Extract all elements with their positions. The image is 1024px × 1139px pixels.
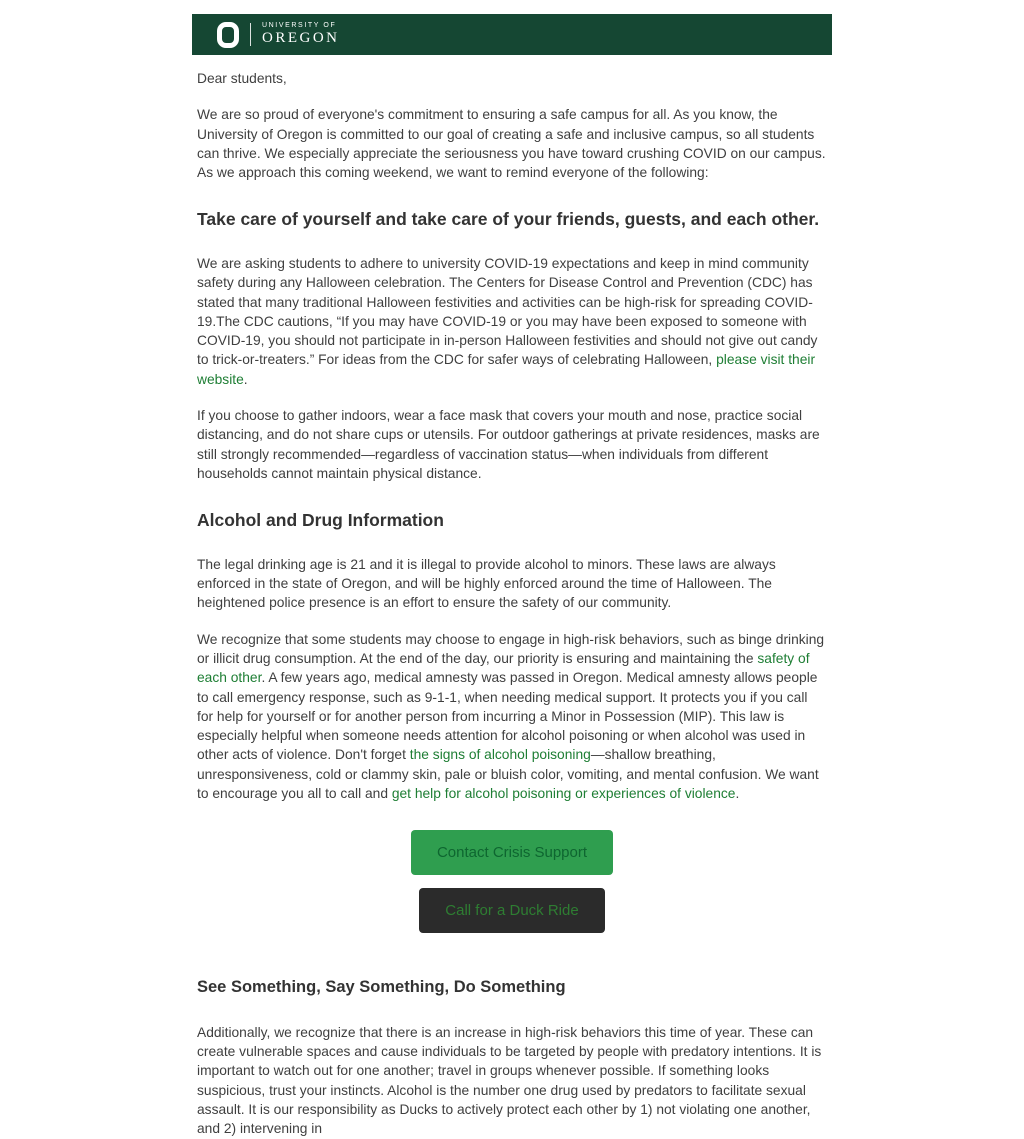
- heading-see-something: See Something, Say Something, Do Something: [197, 978, 566, 997]
- cdc-website-link[interactable]: please visit their website: [197, 352, 816, 387]
- text-run: We recognize that some students may choose to engage in high-risk behaviors, such as binge drinking or illicit drug consumption. At the end of the day, our priority is ensuring and maintaining the: [197, 631, 825, 666]
- intro-paragraph: We are so proud of everyone's commitment to ensuring a safe campus for all. As you know, the University of Oregon is committed to our goal of creating a safe and inclusive campus, so all students can thrive. We especially appreciate the seriousness you have toward crushing COVID on our campus. As we approach this coming weekend, we want to remind everyone of the following:: [197, 107, 826, 181]
- action-buttons: [197, 830, 827, 946]
- indoor-gathering-paragraph: If you choose to gather indoors, wear a face mask that covers your mouth and nose, practice social distancing, and do not share cups or utensils. For outdoor gatherings at private residences, masks are still strongly recommended—regardless of vaccination status—when individuals from different households cannot maintain physical distance.: [197, 408, 820, 481]
- uo-logo: [217, 22, 340, 48]
- salutation: Dear students,: [197, 71, 287, 86]
- text-run: .: [735, 786, 740, 802]
- email-container: [192, 0, 832, 1139]
- text-run: —shallow breathing, unresponsiveness, cold or clammy skin, pale or bluish color, vomiting, and mental confusion. We want to encourage you all to call and: [197, 747, 819, 802]
- logo-wordmark: [262, 22, 340, 48]
- logo-university-of-text: UNIVERSITY OF: [262, 21, 337, 29]
- email-body: [192, 55, 832, 1139]
- contact-crisis-support-button[interactable]: Contact Crisis Support: [411, 830, 613, 875]
- heading-alcohol-drug-info: Alcohol and Drug Information: [197, 510, 444, 531]
- drinking-age-paragraph: The legal drinking age is 21 and it is illegal to provide alcohol to minors. These laws are always enforced in the state of Oregon, and will be highly enforced around the time of Halloween. The heightened police presence is an effort to ensure the safety of our community.: [197, 556, 776, 611]
- safety-of-each-other-link[interactable]: safety of each other: [197, 650, 810, 686]
- text-run: .: [243, 371, 248, 387]
- text-run: We are asking students to adhere to university COVID-19 expectations and keep in mind community safety during any Halloween celebration. The Centers for Disease Control and Prevention (CDC) has stated that many traditional Halloween festivities and activities can be high-risk for spreading COVID-19.The CDC cautions, “If you may have COVID-19 or you may have been exposed to someone with COVID-19, you should not participate in in-person Halloween festivities and should not give out candy to trick-or-treaters.” For ideas from the CDC for safer ways of celebrating Halloween,: [197, 255, 818, 368]
- heading-take-care: Take care of yourself and take care of your friends, guests, and each other.: [197, 209, 820, 230]
- text-run: . A few years ago, medical amnesty was passed in Oregon. Medical amnesty allows people to call emergency response, such as 9-1-1, when needing medical support. It protects you if you call for help for yourself or for another person from incurring a Minor in Possession (MIP). This law is especially helpful when someone needs attention for alcohol poisoning or when alcohol was used in other acts of violence. Don't forget: [197, 670, 818, 763]
- predatory-behavior-paragraph: Additionally, we recognize that there is an increase in high-risk behaviors this time of year. These can create vulnerable spaces and cause individuals to be targeted by people with predatory intentions. It is important to watch out for one another; travel in groups whenever possible. If something looks suspicious, trust your instincts. Alcohol is the number one drug used by predators to facilitate sexual assault. It is our responsibility as Ducks to actively protect each other by 1) not violating one another, and 2) intervening in: [197, 1024, 822, 1137]
- medical-amnesty-paragraph: [197, 630, 827, 804]
- get-help-link[interactable]: get help for alcohol poisoning or experiences of violence: [391, 786, 736, 802]
- uo-o-logo-icon: [217, 22, 239, 48]
- covid-expectations-paragraph: [197, 254, 827, 389]
- signs-of-alcohol-poisoning-link[interactable]: the signs of alcohol poisoning: [409, 747, 591, 763]
- uo-header-bar: [192, 14, 832, 55]
- logo-oregon-text: OREGON: [262, 30, 340, 47]
- logo-divider: [250, 23, 251, 46]
- call-for-duck-ride-button[interactable]: Call for a Duck Ride: [419, 888, 604, 933]
